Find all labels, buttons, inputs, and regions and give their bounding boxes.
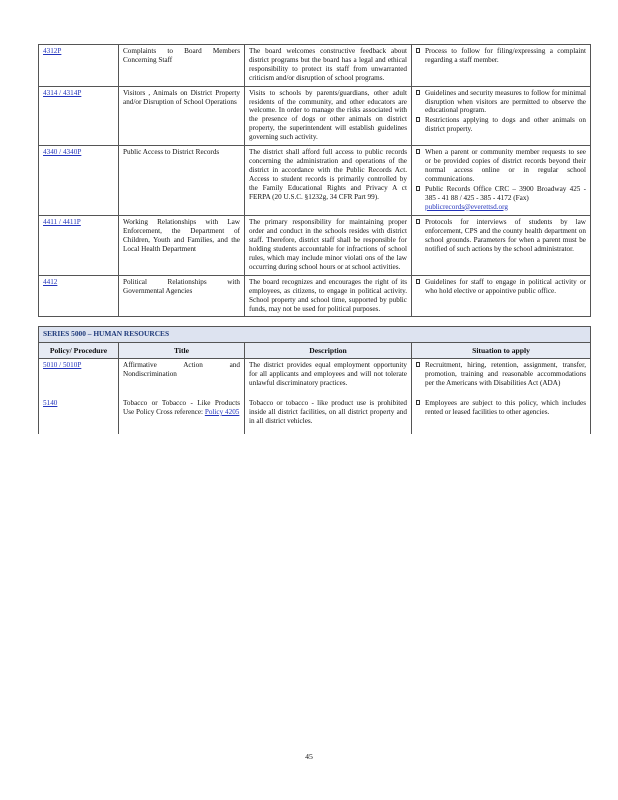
- list-item: [416, 278, 586, 296]
- situation-cell: [412, 45, 591, 87]
- table-row: [39, 146, 591, 216]
- policy-link[interactable]: 5140: [43, 399, 58, 408]
- policy-description-cell: The board recognizes and encourages the right of its employees, as citizens, to engage in political activity. School property and school time, supported by public funds, may not be used for political purposes.: [245, 275, 412, 317]
- policy-number-cell: [39, 86, 119, 145]
- policy-title: Political Relationships with Governmental Agencies: [123, 277, 240, 295]
- situation-cell: [412, 397, 591, 434]
- checkbox-bullet-icon: [416, 117, 420, 122]
- policy-table-series-5000: [38, 326, 591, 433]
- checkbox-bullet-icon: [416, 90, 420, 95]
- list-item: [416, 116, 586, 134]
- situation-text: Protocols for interviews of students by law enforcement, CPS and the county health department on school grounds. Parameters for when a parent must be notified of such actions by the school administrator.: [425, 218, 586, 254]
- header-description: Description: [245, 343, 412, 359]
- header-situation: Situation to apply: [412, 343, 591, 359]
- policy-title: Affirmative Action and Nondiscrimination: [123, 361, 240, 379]
- situation-list: [416, 47, 586, 65]
- table-row: [39, 275, 591, 317]
- policy-title: Working Relationships with Law Enforcement, the Department of Children, Youth and Families, and the Local Health Department: [123, 218, 240, 254]
- policy-description-cell: The board welcomes constructive feedback about district programs but the board has a legal and ethical responsibility to protect its staff from unwarranted criticism and/or disruption of school programs.: [245, 45, 412, 87]
- situation-text: Employees are subject to this policy, which includes rented or leased facilities to other agencies.: [425, 399, 587, 416]
- policy-number-cell: [39, 45, 119, 87]
- series-header-row: [39, 327, 591, 343]
- checkbox-bullet-icon: [416, 149, 420, 154]
- policy-description-cell: The district shall afford full access to public records concerning the administration and operations of the district in accordance with the Public Records Act. Access to student records is primarily controlled by the Family Educational Rights and Privacy A ct FERPA (20 U.S.C. §1232g, 34 CFR Part 99).: [245, 146, 412, 216]
- column-header-row: [39, 343, 591, 359]
- policy-link[interactable]: 4312P: [43, 47, 62, 55]
- header-title: Title: [119, 343, 245, 359]
- situation-text: When a parent or community member requests to see or be provided copies of district records beyond their normal access online or in regular school communications.: [425, 148, 586, 183]
- policy-title: Tobacco or Tobacco - Like Products Use Policy Cross reference:: [123, 399, 240, 416]
- list-item: [416, 185, 586, 212]
- policy-title-cell: [119, 146, 245, 216]
- table-row: [39, 397, 591, 434]
- cross-reference-link[interactable]: Policy 4205: [204, 408, 240, 416]
- policy-link[interactable]: 4314 / 4314P: [43, 88, 82, 97]
- policy-title-cell: [119, 86, 245, 145]
- list-item: [416, 89, 586, 116]
- list-item: [416, 399, 586, 417]
- policy-number-cell: [39, 216, 119, 275]
- checkbox-bullet-icon: [416, 48, 420, 53]
- situation-text: Process to follow for filing/expressing a complaint regarding a staff member.: [425, 47, 586, 64]
- email-link[interactable]: publicrecords@everettsd.org: [425, 202, 508, 211]
- list-item: [416, 218, 586, 254]
- policy-title-cell: [119, 275, 245, 317]
- policy-link[interactable]: 4340 / 4340P: [43, 148, 82, 157]
- series-label: SERIES 5000 – HUMAN RESOURCES: [39, 327, 591, 343]
- list-item: [416, 47, 586, 65]
- situation-list: [416, 148, 586, 211]
- header-policy: Policy/ Procedure: [39, 343, 119, 359]
- situation-list: [416, 399, 586, 417]
- checkbox-bullet-icon: [416, 279, 420, 284]
- situation-cell: [412, 275, 591, 317]
- policy-description-cell: Visits to schools by parents/guardians, other adult residents of the community, and other educators are welcome. In order to manage the risks associated with the presence of dogs or other animals on district property, the superintendent will establish guidelines governing such activity.: [245, 86, 412, 145]
- table-row: [39, 86, 591, 145]
- page-number: 45: [305, 752, 313, 761]
- policy-description-cell: Tobacco or tobacco - like product use is prohibited inside all district facilities, on all district property and in all district vehicles.: [245, 397, 412, 434]
- policy-title: Complaints to Board Members Concerning Staff: [123, 47, 240, 64]
- policy-description-cell: The district provides equal employment opportunity for all applicants and employees and will not tolerate unlawful discriminatory practices.: [245, 359, 412, 397]
- checkbox-bullet-icon: [416, 362, 420, 367]
- policy-link[interactable]: 5010 / 5010P: [43, 361, 82, 370]
- policy-table-series-4000: [38, 44, 591, 317]
- policy-title-cell: [119, 216, 245, 275]
- policy-number-cell: [39, 359, 119, 397]
- policy-title: Public Access to District Records: [123, 148, 220, 157]
- situation-text: Public Records Office CRC – 3900 Broadway 425 - 385 - 41 88 / 425 - 385 - 4172 (Fax): [425, 184, 586, 202]
- list-item: [416, 361, 586, 388]
- policy-description-cell: The primary responsibility for maintaining proper order and conduct in the schools resides with district staff. Therefore, district staff shall be responsible for holding students accountable for infractions of school rules, which may include minor violati ons of the law occurring during school hours or at school activities.: [245, 216, 412, 275]
- policy-link[interactable]: 4412: [43, 277, 58, 286]
- list-item: [416, 148, 586, 184]
- table-row: [39, 359, 591, 397]
- checkbox-bullet-icon: [416, 186, 420, 191]
- situation-cell: [412, 216, 591, 275]
- situation-text: Guidelines and security measures to follow for minimal disruption when visitors are permitted to observe the educational program.: [425, 88, 586, 115]
- policy-title-cell: [119, 45, 245, 87]
- checkbox-bullet-icon: [416, 400, 420, 405]
- situation-list: [416, 218, 586, 254]
- situation-cell: [412, 86, 591, 145]
- table-row: [39, 216, 591, 275]
- situation-list: [416, 278, 586, 296]
- situation-text: Restrictions applying to dogs and other animals on district property.: [425, 116, 586, 134]
- document-page: [38, 44, 590, 434]
- situation-text: Guidelines for staff to engage in political activity or who hold elective or appointive public office.: [425, 277, 586, 295]
- checkbox-bullet-icon: [416, 219, 420, 224]
- policy-number-cell: [39, 275, 119, 317]
- policy-title-cell: [119, 397, 245, 434]
- situation-text: Recruitment, hiring, retention, assignment, transfer, promotion, training and reasonable accommodations per the Americans with Disabilities Act (ADA): [425, 361, 587, 388]
- situation-cell: [412, 359, 591, 397]
- situation-cell: [412, 146, 591, 216]
- table-row: [39, 45, 591, 87]
- situation-list: [416, 361, 586, 388]
- policy-number-cell: [39, 397, 119, 434]
- policy-title: Visitors , Animals on District Property and/or Disruption of School Operations: [123, 88, 240, 106]
- situation-list: [416, 89, 586, 135]
- policy-number-cell: [39, 146, 119, 216]
- policy-link[interactable]: 4411 / 4411P: [43, 218, 81, 227]
- policy-title-cell: [119, 359, 245, 397]
